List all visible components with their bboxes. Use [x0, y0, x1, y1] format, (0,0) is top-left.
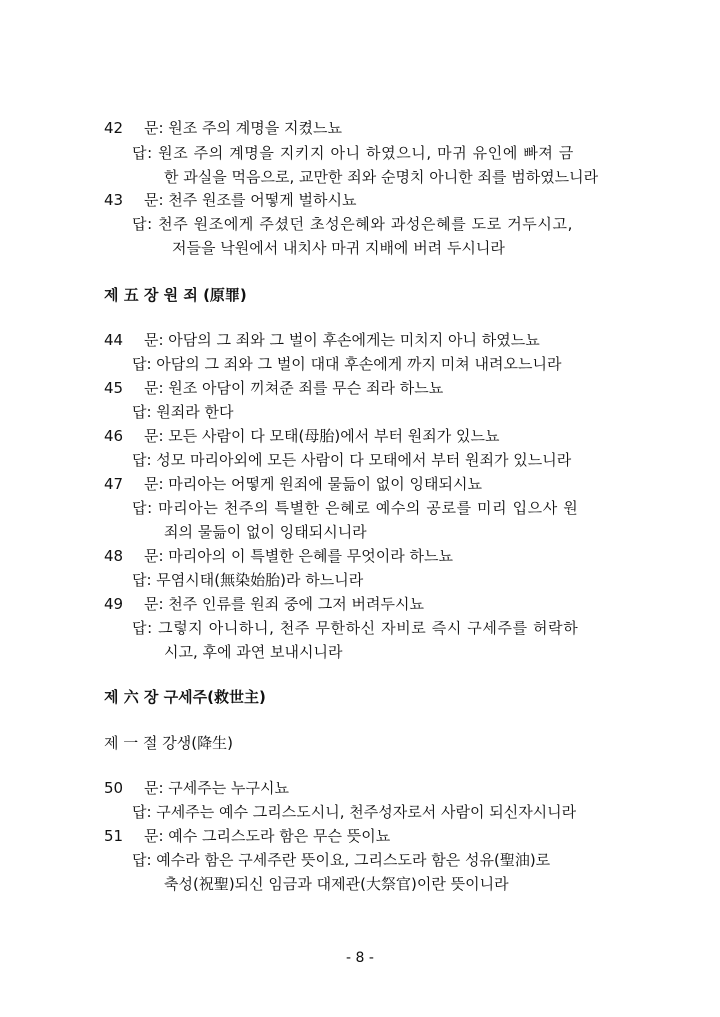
question-line — [104, 474, 482, 494]
answer-text: 답: 마리아는 천주의 특별한 은혜로 예수의 공로를 미리 입으사 원 — [132, 499, 579, 517]
answer-text: 답: 원조 주의 계명을 지키지 아니 하였으니, 마귀 유인에 빠져 금 — [132, 144, 574, 162]
question-line — [104, 190, 357, 210]
question-number: 51 — [104, 827, 124, 845]
answer-text: 답: 원죄라 한다 — [132, 403, 234, 421]
answer-line — [132, 402, 234, 422]
continuation-text: 저들을 낙원에서 내치사 마귀 지배에 버려 두시니라 — [172, 239, 505, 257]
answer-line — [132, 214, 573, 234]
answer-text: 답: 그렇지 아니하니, 천주 무한하신 자비로 즉시 구세주를 허락하 — [132, 619, 579, 637]
question-number: 45 — [104, 379, 124, 397]
continuation-text: 시고, 후에 과연 보내시니라 — [164, 643, 343, 661]
question-line — [104, 330, 540, 350]
answer-line — [132, 850, 550, 870]
question-text: 문: 원조 주의 계명을 지켰느뇨 — [144, 119, 343, 137]
question-number: 44 — [104, 331, 124, 349]
question-line — [104, 426, 499, 446]
answer-continuation — [172, 238, 505, 258]
question-line — [104, 546, 453, 566]
page-number: - 8 - — [346, 950, 374, 966]
question-text: 문: 천주 인류를 원죄 중에 그저 버려두시뇨 — [144, 595, 424, 613]
question-number: 48 — [104, 547, 124, 565]
answer-line — [132, 143, 574, 163]
question-line — [104, 826, 390, 846]
question-line — [104, 594, 424, 614]
answer-text: 답: 아담의 그 죄와 그 벌이 대대 후손에게 까지 미쳐 내려오느니라 — [132, 355, 562, 373]
answer-text: 답: 성모 마리아외에 모든 사람이 다 모태에서 부터 원죄가 있느니라 — [132, 451, 572, 469]
answer-text: 답: 무염시태(無染始胎)라 하느니라 — [132, 571, 364, 589]
continuation-text: 죄의 물듦이 없이 잉태되시니라 — [164, 523, 367, 541]
answer-line — [132, 618, 578, 638]
question-number: 50 — [104, 779, 124, 797]
question-line — [104, 778, 289, 798]
continuation-text: 한 과실을 먹음으로, 교만한 죄와 순명치 아니한 죄를 범하였느니라 — [164, 168, 599, 186]
answer-line — [132, 498, 578, 518]
question-text: 문: 천주 원조를 어떻게 벌하시뇨 — [144, 191, 357, 209]
question-text: 문: 아담의 그 죄와 그 벌이 후손에게는 미치지 아니 하였느뇨 — [144, 331, 540, 349]
question-number: 42 — [104, 119, 124, 137]
question-line — [104, 378, 443, 398]
question-line — [104, 118, 342, 138]
answer-continuation — [164, 874, 509, 894]
answer-continuation — [164, 642, 342, 662]
answer-continuation — [164, 167, 598, 187]
answer-text: 답: 천주 원조에게 주셨던 초성은혜와 과성은혜를 도로 거두시고, — [132, 215, 573, 233]
question-number: 43 — [104, 191, 124, 209]
question-number: 49 — [104, 595, 124, 613]
question-text: 문: 마리아의 이 특별한 은혜를 무엇이라 하느뇨 — [144, 547, 453, 565]
answer-line — [132, 450, 571, 470]
question-text: 문: 마리아는 어떻게 원죄에 물듦이 없이 잉태되시뇨 — [144, 475, 482, 493]
question-text: 문: 구세주는 누구시뇨 — [144, 779, 290, 797]
answer-continuation — [164, 522, 367, 542]
answer-text: 답: 구세주는 예수 그리스도시니, 천주성자로서 사람이 되신자시니라 — [132, 803, 577, 821]
chapter-heading: 제 五 장 원 죄 (原罪) — [104, 286, 247, 304]
question-text: 문: 원조 아담이 끼쳐준 죄를 무슨 죄라 하느뇨 — [144, 379, 444, 397]
question-text: 문: 예수 그리스도라 함은 무슨 뜻이뇨 — [144, 827, 391, 845]
continuation-text: 축성(祝聖)되신 임금과 대제관(大祭官)이란 뜻이니라 — [164, 875, 509, 893]
question-text: 문: 모든 사람이 다 모태(母胎)에서 부터 원죄가 있느뇨 — [144, 427, 500, 445]
answer-line — [132, 570, 363, 590]
question-number: 46 — [104, 427, 124, 445]
answer-line — [132, 354, 561, 374]
answer-text: 답: 예수라 함은 구세주란 뜻이요, 그리스도라 함은 성유(聖油)로 — [132, 851, 551, 869]
chapter-heading: 제 六 장 구세주(救世主) — [104, 688, 266, 706]
answer-line — [132, 802, 576, 822]
section-heading: 제 一 절 강생(降生) — [104, 734, 233, 752]
question-number: 47 — [104, 475, 124, 493]
